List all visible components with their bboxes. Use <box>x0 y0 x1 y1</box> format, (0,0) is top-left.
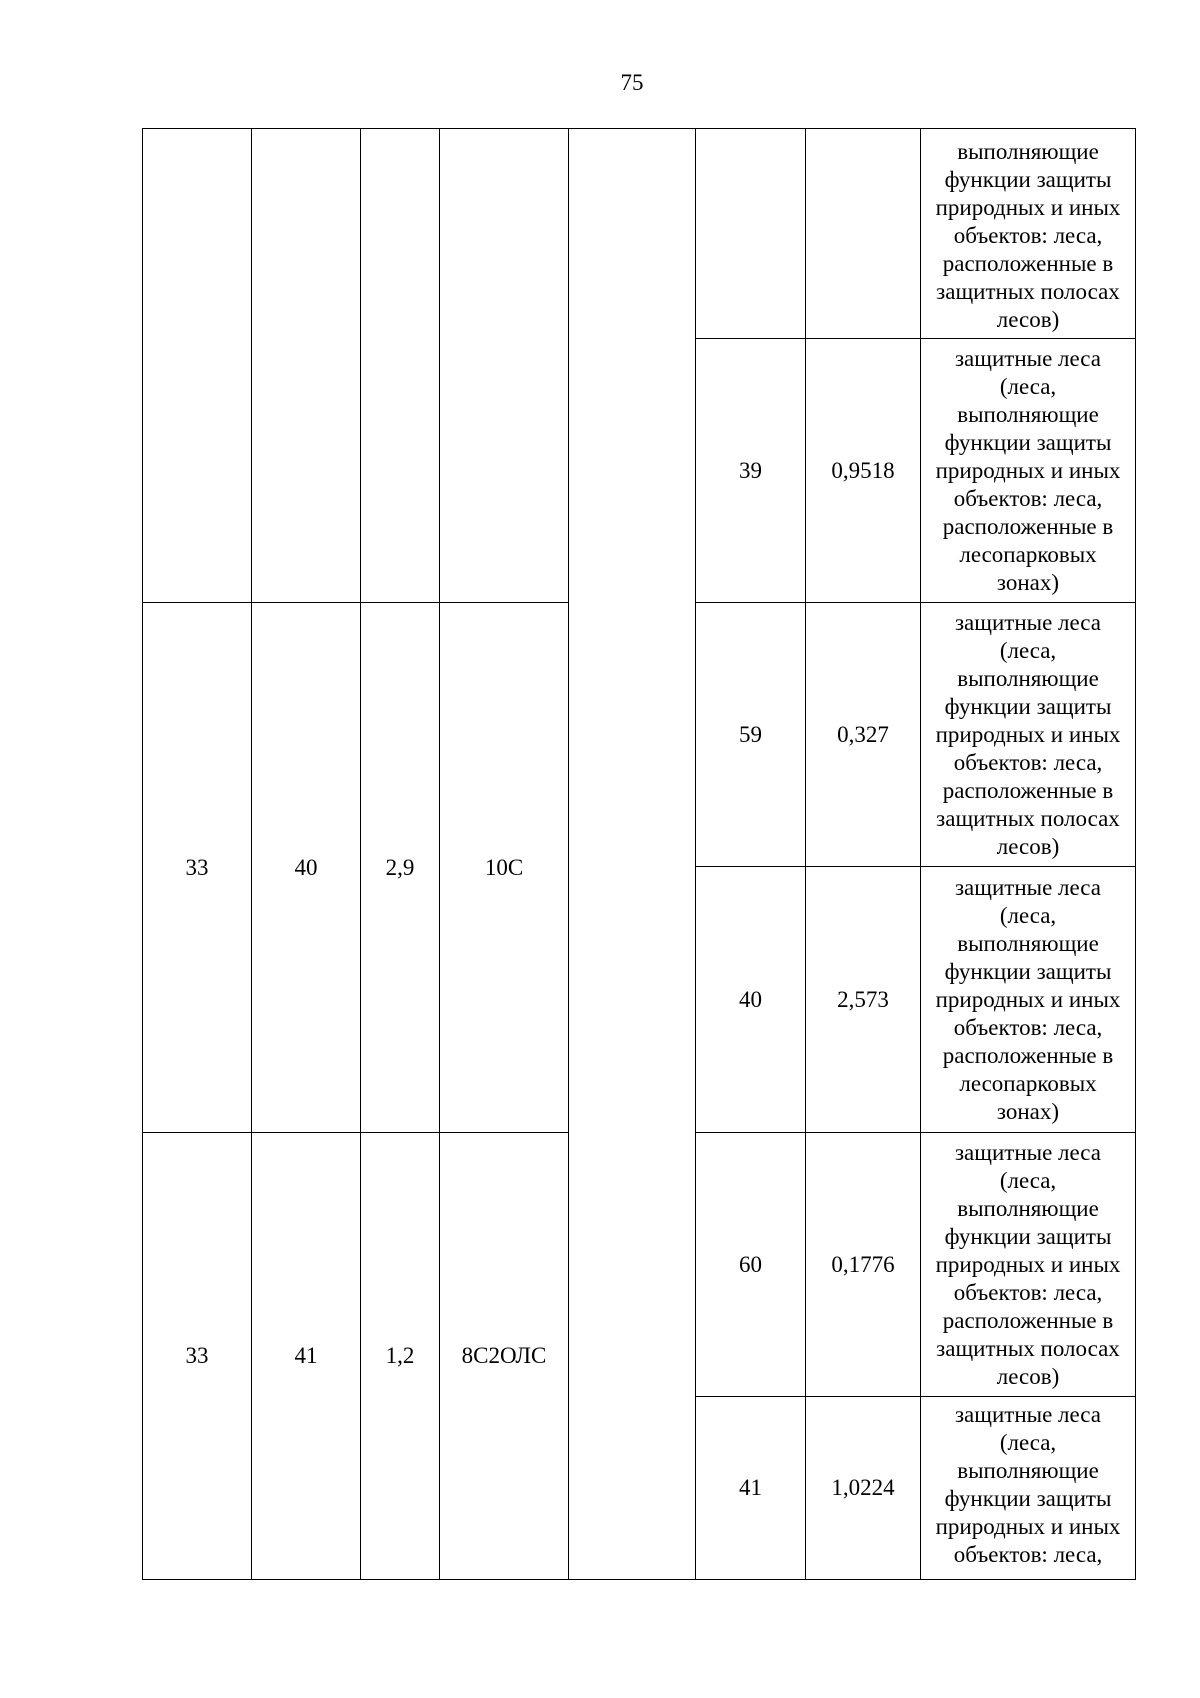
table-cell: защитные леса (леса, выполняющие функции защиты природных и иных объектов: леса, расположенные в лесопарковых зонах) <box>920 866 1136 1133</box>
table-cell <box>251 128 361 603</box>
table-cell: 1,2 <box>360 1132 440 1580</box>
table-cell: 60 <box>695 1132 806 1397</box>
table-cell: 2,573 <box>805 866 921 1133</box>
table-cell <box>568 128 696 1580</box>
table-cell: 33 <box>142 602 252 1133</box>
table-cell: 41 <box>251 1132 361 1580</box>
table-cell: 39 <box>695 338 806 603</box>
table-cell: 40 <box>251 602 361 1133</box>
table-cell: 10С <box>439 602 569 1133</box>
table-cell: 8С2ОЛС <box>439 1132 569 1580</box>
page-number: 75 <box>620 70 644 95</box>
table-cell: защитные леса (леса, выполняющие функции защиты природных и иных объектов: леса, <box>920 1396 1136 1580</box>
table-cell: 0,9518 <box>805 338 921 603</box>
table-cell: 0,1776 <box>805 1132 921 1397</box>
table-cell <box>142 128 252 603</box>
table-cell: 0,327 <box>805 602 921 867</box>
table-cell: 40 <box>695 866 806 1133</box>
table-cell <box>439 128 569 603</box>
table-cell <box>695 128 806 339</box>
table-cell <box>360 128 440 603</box>
table-cell: 41 <box>695 1396 806 1580</box>
table-cell: 2,9 <box>360 602 440 1133</box>
table-cell: защитные леса (леса, выполняющие функции защиты природных и иных объектов: леса, расположенные в защитных полосах лесов) <box>920 1132 1136 1397</box>
table-cell: 1,0224 <box>805 1396 921 1580</box>
table-cell <box>805 128 921 339</box>
table-cell: выполняющие функции защиты природных и иных объектов: леса, расположенные в защитных полосах лесов) <box>920 128 1136 339</box>
table-cell: защитные леса (леса, выполняющие функции защиты природных и иных объектов: леса, расположенные в защитных полосах лесов) <box>920 602 1136 867</box>
table-cell: 59 <box>695 602 806 867</box>
table-cell: защитные леса (леса, выполняющие функции защиты природных и иных объектов: леса, расположенные в лесопарковых зонах) <box>920 338 1136 603</box>
table-cell: 33 <box>142 1132 252 1580</box>
